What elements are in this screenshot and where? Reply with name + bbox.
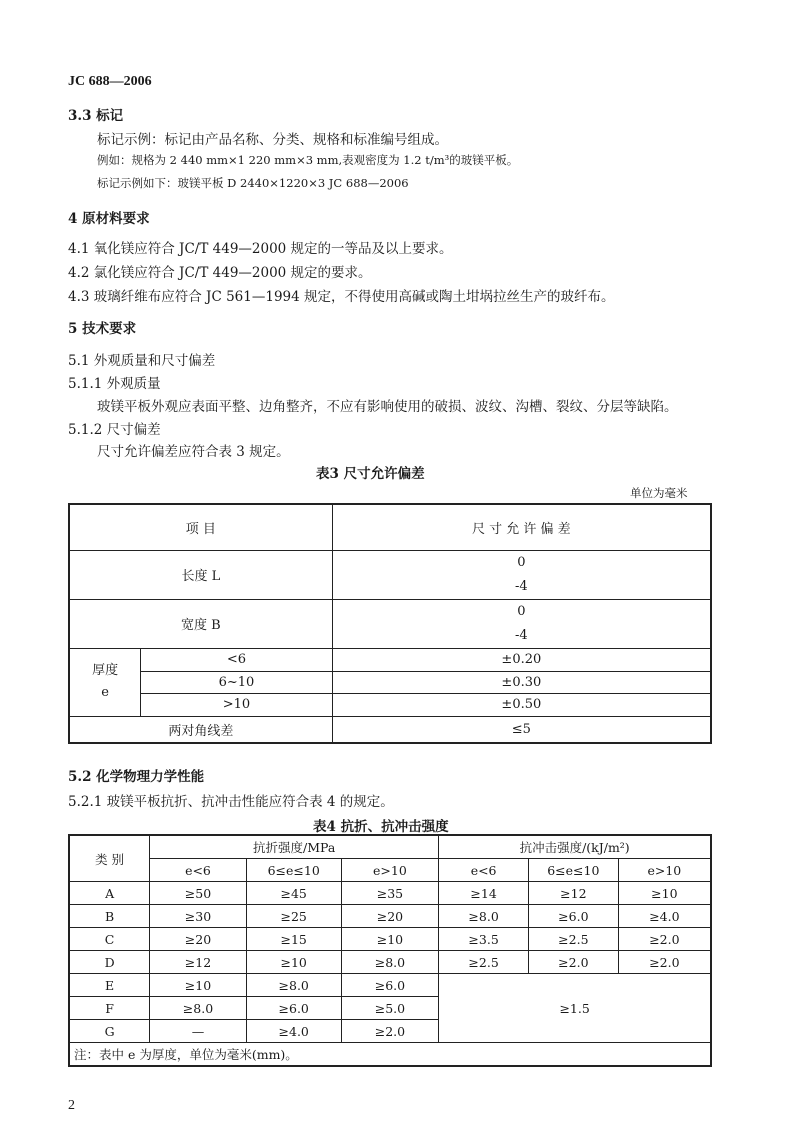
thickness-label xyxy=(69,648,141,716)
table-row xyxy=(69,974,711,997)
value-cell: ≥3.5 xyxy=(439,928,529,951)
value-cell: ≥2.0 xyxy=(618,928,711,951)
class-cell: D xyxy=(69,951,150,974)
thickness-subheader: 6≤e≤10 xyxy=(246,859,341,882)
width-lower: -4 xyxy=(515,627,528,643)
table3-header-deviation: 尺 寸 允 许 偏 差 xyxy=(332,504,711,550)
thickness-symbol: e xyxy=(101,685,109,700)
value-cell: ≥20 xyxy=(341,905,439,928)
table4-class-header: 类 别 xyxy=(69,835,150,882)
value-cell: ≥10 xyxy=(341,928,439,951)
thickness-subheader: 6≤e≤10 xyxy=(528,859,618,882)
length-label: 长度 L xyxy=(69,550,332,599)
width-upper: 0 xyxy=(517,603,526,619)
value-cell: ≥4.0 xyxy=(618,905,711,928)
value-cell: — xyxy=(150,1020,247,1043)
value-cell: ≥12 xyxy=(528,882,618,905)
table-row xyxy=(69,928,711,951)
thickness-label-text: 厚度 xyxy=(92,663,119,678)
value-cell: ≥2.5 xyxy=(439,951,529,974)
page-number: 2 xyxy=(68,1098,75,1113)
value-cell: ≥8.0 xyxy=(246,974,341,997)
class-cell: E xyxy=(69,974,150,997)
impact-strength-header: 抗冲击强度/(kJ/m²) xyxy=(439,835,711,859)
thickness-subheader: e<6 xyxy=(439,859,529,882)
table3-unit: 单位为毫米 xyxy=(630,486,688,500)
value-cell: ≥45 xyxy=(246,882,341,905)
length-lower: -4 xyxy=(515,578,528,594)
thickness-subheader: e>10 xyxy=(341,859,439,882)
value-cell: ≥2.0 xyxy=(528,951,618,974)
merged-impact-cell: ≥1.5 xyxy=(439,974,711,1043)
thickness-range: <6 xyxy=(141,648,332,671)
value-cell: ≥6.0 xyxy=(528,905,618,928)
flexural-strength-header: 抗折强度/MPa xyxy=(150,835,439,859)
thickness-deviation: ±0.30 xyxy=(332,671,711,693)
value-cell: ≥50 xyxy=(150,882,247,905)
section-4-heading: 4 原材料要求 xyxy=(68,211,150,227)
section-5-1-1-heading: 5.1.1 外观质量 xyxy=(68,376,161,392)
diagonal-label: 两对角线差 xyxy=(69,716,332,743)
section-5-1-2-heading: 5.1.2 尺寸偏差 xyxy=(68,422,161,438)
width-label: 宽度 B xyxy=(69,599,332,648)
section-5-2-heading: 5.2 化学物理力学性能 xyxy=(68,769,205,785)
value-cell: ≥6.0 xyxy=(246,997,341,1020)
value-cell: ≥8.0 xyxy=(341,951,439,974)
value-cell: ≥8.0 xyxy=(150,997,247,1020)
value-cell: ≥6.0 xyxy=(341,974,439,997)
table3-caption: 表3 尺寸允许偏差 xyxy=(316,466,425,482)
value-cell: ≥2.0 xyxy=(341,1020,439,1043)
table-row xyxy=(69,905,711,928)
width-deviation xyxy=(332,599,711,648)
table3-header-item: 项 目 xyxy=(69,504,332,550)
class-cell: G xyxy=(69,1020,150,1043)
section-5-2-1: 5.2.1 玻镁平板抗折、抗冲击性能应符合表 4 的规定。 xyxy=(68,794,394,810)
class-cell: A xyxy=(69,882,150,905)
value-cell: ≥5.0 xyxy=(341,997,439,1020)
thickness-deviation: ±0.50 xyxy=(332,693,711,716)
diagonal-value: ≤5 xyxy=(332,716,711,743)
value-cell: ≥10 xyxy=(150,974,247,997)
length-deviation xyxy=(332,550,711,599)
value-cell: ≥10 xyxy=(618,882,711,905)
value-cell: ≥30 xyxy=(150,905,247,928)
value-cell: ≥15 xyxy=(246,928,341,951)
value-cell: ≥12 xyxy=(150,951,247,974)
thickness-range: >10 xyxy=(141,693,332,716)
value-cell: ≥35 xyxy=(341,882,439,905)
section-4-2: 4.2 氯化镁应符合 JC/T 449—2000 规定的要求。 xyxy=(68,265,372,281)
value-cell: ≥2.5 xyxy=(528,928,618,951)
section-3-3-heading: 3.3 标记 xyxy=(68,108,124,124)
table-row xyxy=(69,882,711,905)
marking-example-intro: 标记示例：标记由产品名称、分类、规格和标准编号组成。 xyxy=(97,132,448,148)
value-cell: ≥20 xyxy=(150,928,247,951)
thickness-subheader: e>10 xyxy=(618,859,711,882)
class-cell: F xyxy=(69,997,150,1020)
thickness-range: 6~10 xyxy=(141,671,332,693)
thickness-subheader: e<6 xyxy=(150,859,247,882)
value-cell: ≥10 xyxy=(246,951,341,974)
value-cell: ≥14 xyxy=(439,882,529,905)
length-upper: 0 xyxy=(517,554,526,570)
table4-note: 注：表中 e 为厚度，单位为毫米(mm)。 xyxy=(69,1043,711,1067)
marking-example-spec: 例如：规格为 2 440 mm×1 220 mm×3 mm,表观密度为 1.2 t/m³的玻镁平板。 xyxy=(97,153,519,167)
value-cell: ≥25 xyxy=(246,905,341,928)
value-cell: ≥4.0 xyxy=(246,1020,341,1043)
table-row xyxy=(69,951,711,974)
class-cell: B xyxy=(69,905,150,928)
thickness-deviation: ±0.20 xyxy=(332,648,711,671)
value-cell: ≥8.0 xyxy=(439,905,529,928)
section-5-1-heading: 5.1 外观质量和尺寸偏差 xyxy=(68,353,216,369)
section-4-1: 4.1 氧化镁应符合 JC/T 449—2000 规定的一等品及以上要求。 xyxy=(68,241,453,257)
value-cell: ≥2.0 xyxy=(618,951,711,974)
table4-caption: 表4 抗折、抗冲击强度 xyxy=(313,819,449,835)
appearance-requirement: 玻镁平板外观应表面平整、边角整齐，不应有影响使用的破损、波纹、沟槽、裂纹、分层等缺陷。 xyxy=(97,399,678,415)
section-5-heading: 5 技术要求 xyxy=(68,321,137,337)
dimension-requirement: 尺寸允许偏差应符合表 3 规定。 xyxy=(97,444,290,460)
strength-table xyxy=(68,834,712,1067)
dimension-tolerance-table xyxy=(68,503,712,744)
standard-code: JC 688—2006 xyxy=(68,74,152,89)
marking-example-result: 标记示例如下：玻镁平板 D 2440×1220×3 JC 688—2006 xyxy=(97,176,409,190)
class-cell: C xyxy=(69,928,150,951)
section-4-3: 4.3 玻璃纤维布应符合 JC 561—1994 规定，不得使用高碱或陶土坩埚拉丝生产的玻纤布。 xyxy=(68,289,615,305)
